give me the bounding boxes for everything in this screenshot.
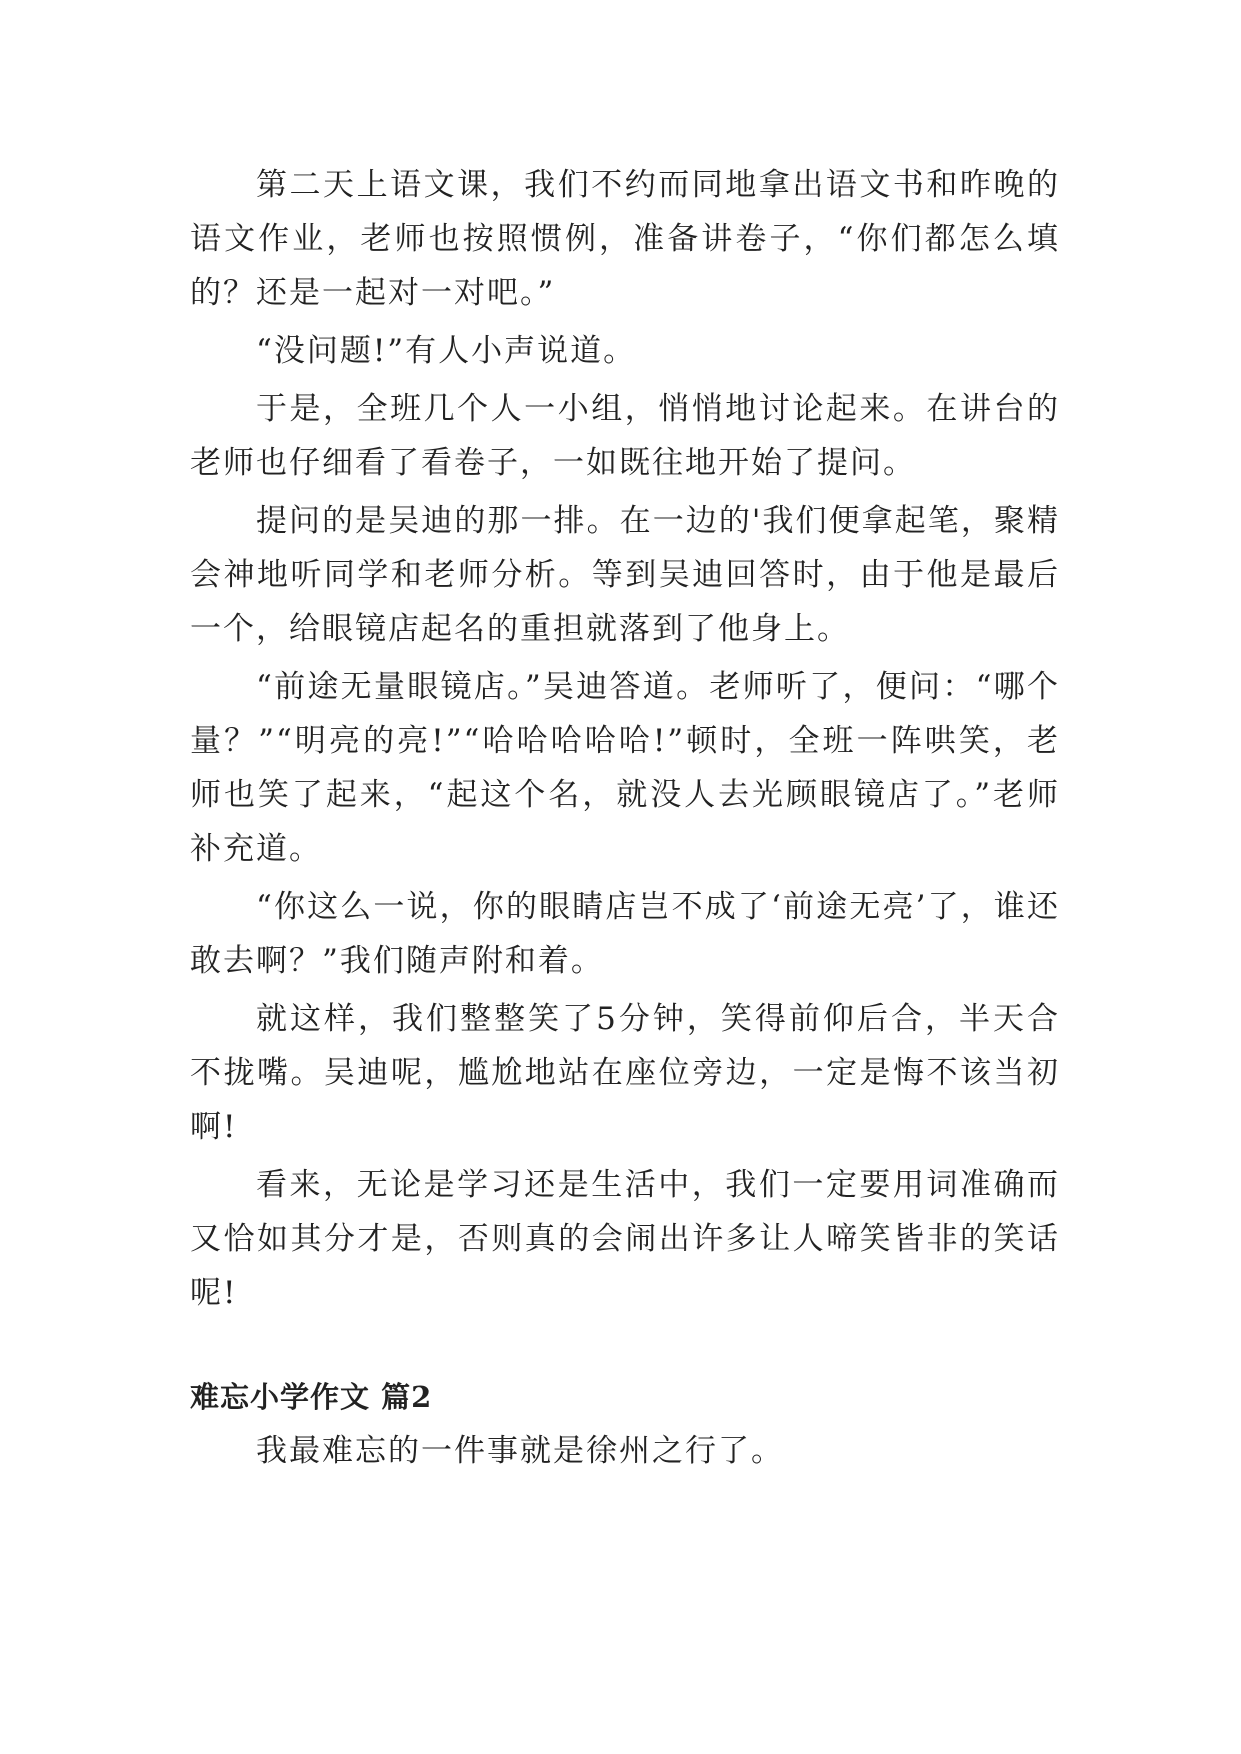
paragraph: “你这么一说，你的眼睛店岂不成了‘前途无亮’了，谁还敢去啊？”我们随声附和着。: [190, 889, 1060, 979]
paragraph: 于是，全班几个人一小组，悄悄地讨论起来。在讲台的老师也仔细看了看卷子，一如既往地开始了提问。: [190, 391, 1060, 481]
paragraph: 看来，无论是学习还是生活中，我们一定要用词准确而又恰如其分才是，否则真的会闹出许多让人啼笑皆非的笑话呢!: [190, 1167, 1060, 1311]
section-heading: 难忘小学作文 篇2: [190, 1380, 433, 1414]
paragraph: 第二天上语文课，我们不约而同地拿出语文书和昨晚的语文作业，老师也按照惯例，准备讲卷子，“你们都怎么填的？还是一起对一对吧。”: [190, 167, 1060, 311]
paragraph: “没问题!”有人小声说道。: [256, 333, 637, 369]
paragraph: 提问的是吴迪的那一排。在一边的'我们便拿起笔，聚精会神地听同学和老师分析。等到吴迪回答时，由于他是最后一个，给眼镜店起名的重担就落到了他身上。: [190, 503, 1060, 647]
paragraph: 我最难忘的一件事就是徐州之行了。: [256, 1433, 784, 1469]
paragraph: “前途无量眼镜店。”吴迪答道。老师听了，便问：“哪个量？”“明亮的亮!”“哈哈哈哈哈!”顿时，全班一阵哄笑，老师也笑了起来，“起这个名，就没人去光顾眼镜店了。”老师补充道。: [190, 669, 1060, 867]
document-body: [190, 158, 1060, 1482]
paragraph: 就这样，我们整整笑了5分钟，笑得前仰后合，半天合不拢嘴。吴迪呢，尴尬地站在座位旁边，一定是悔不该当初啊!: [190, 1001, 1060, 1145]
